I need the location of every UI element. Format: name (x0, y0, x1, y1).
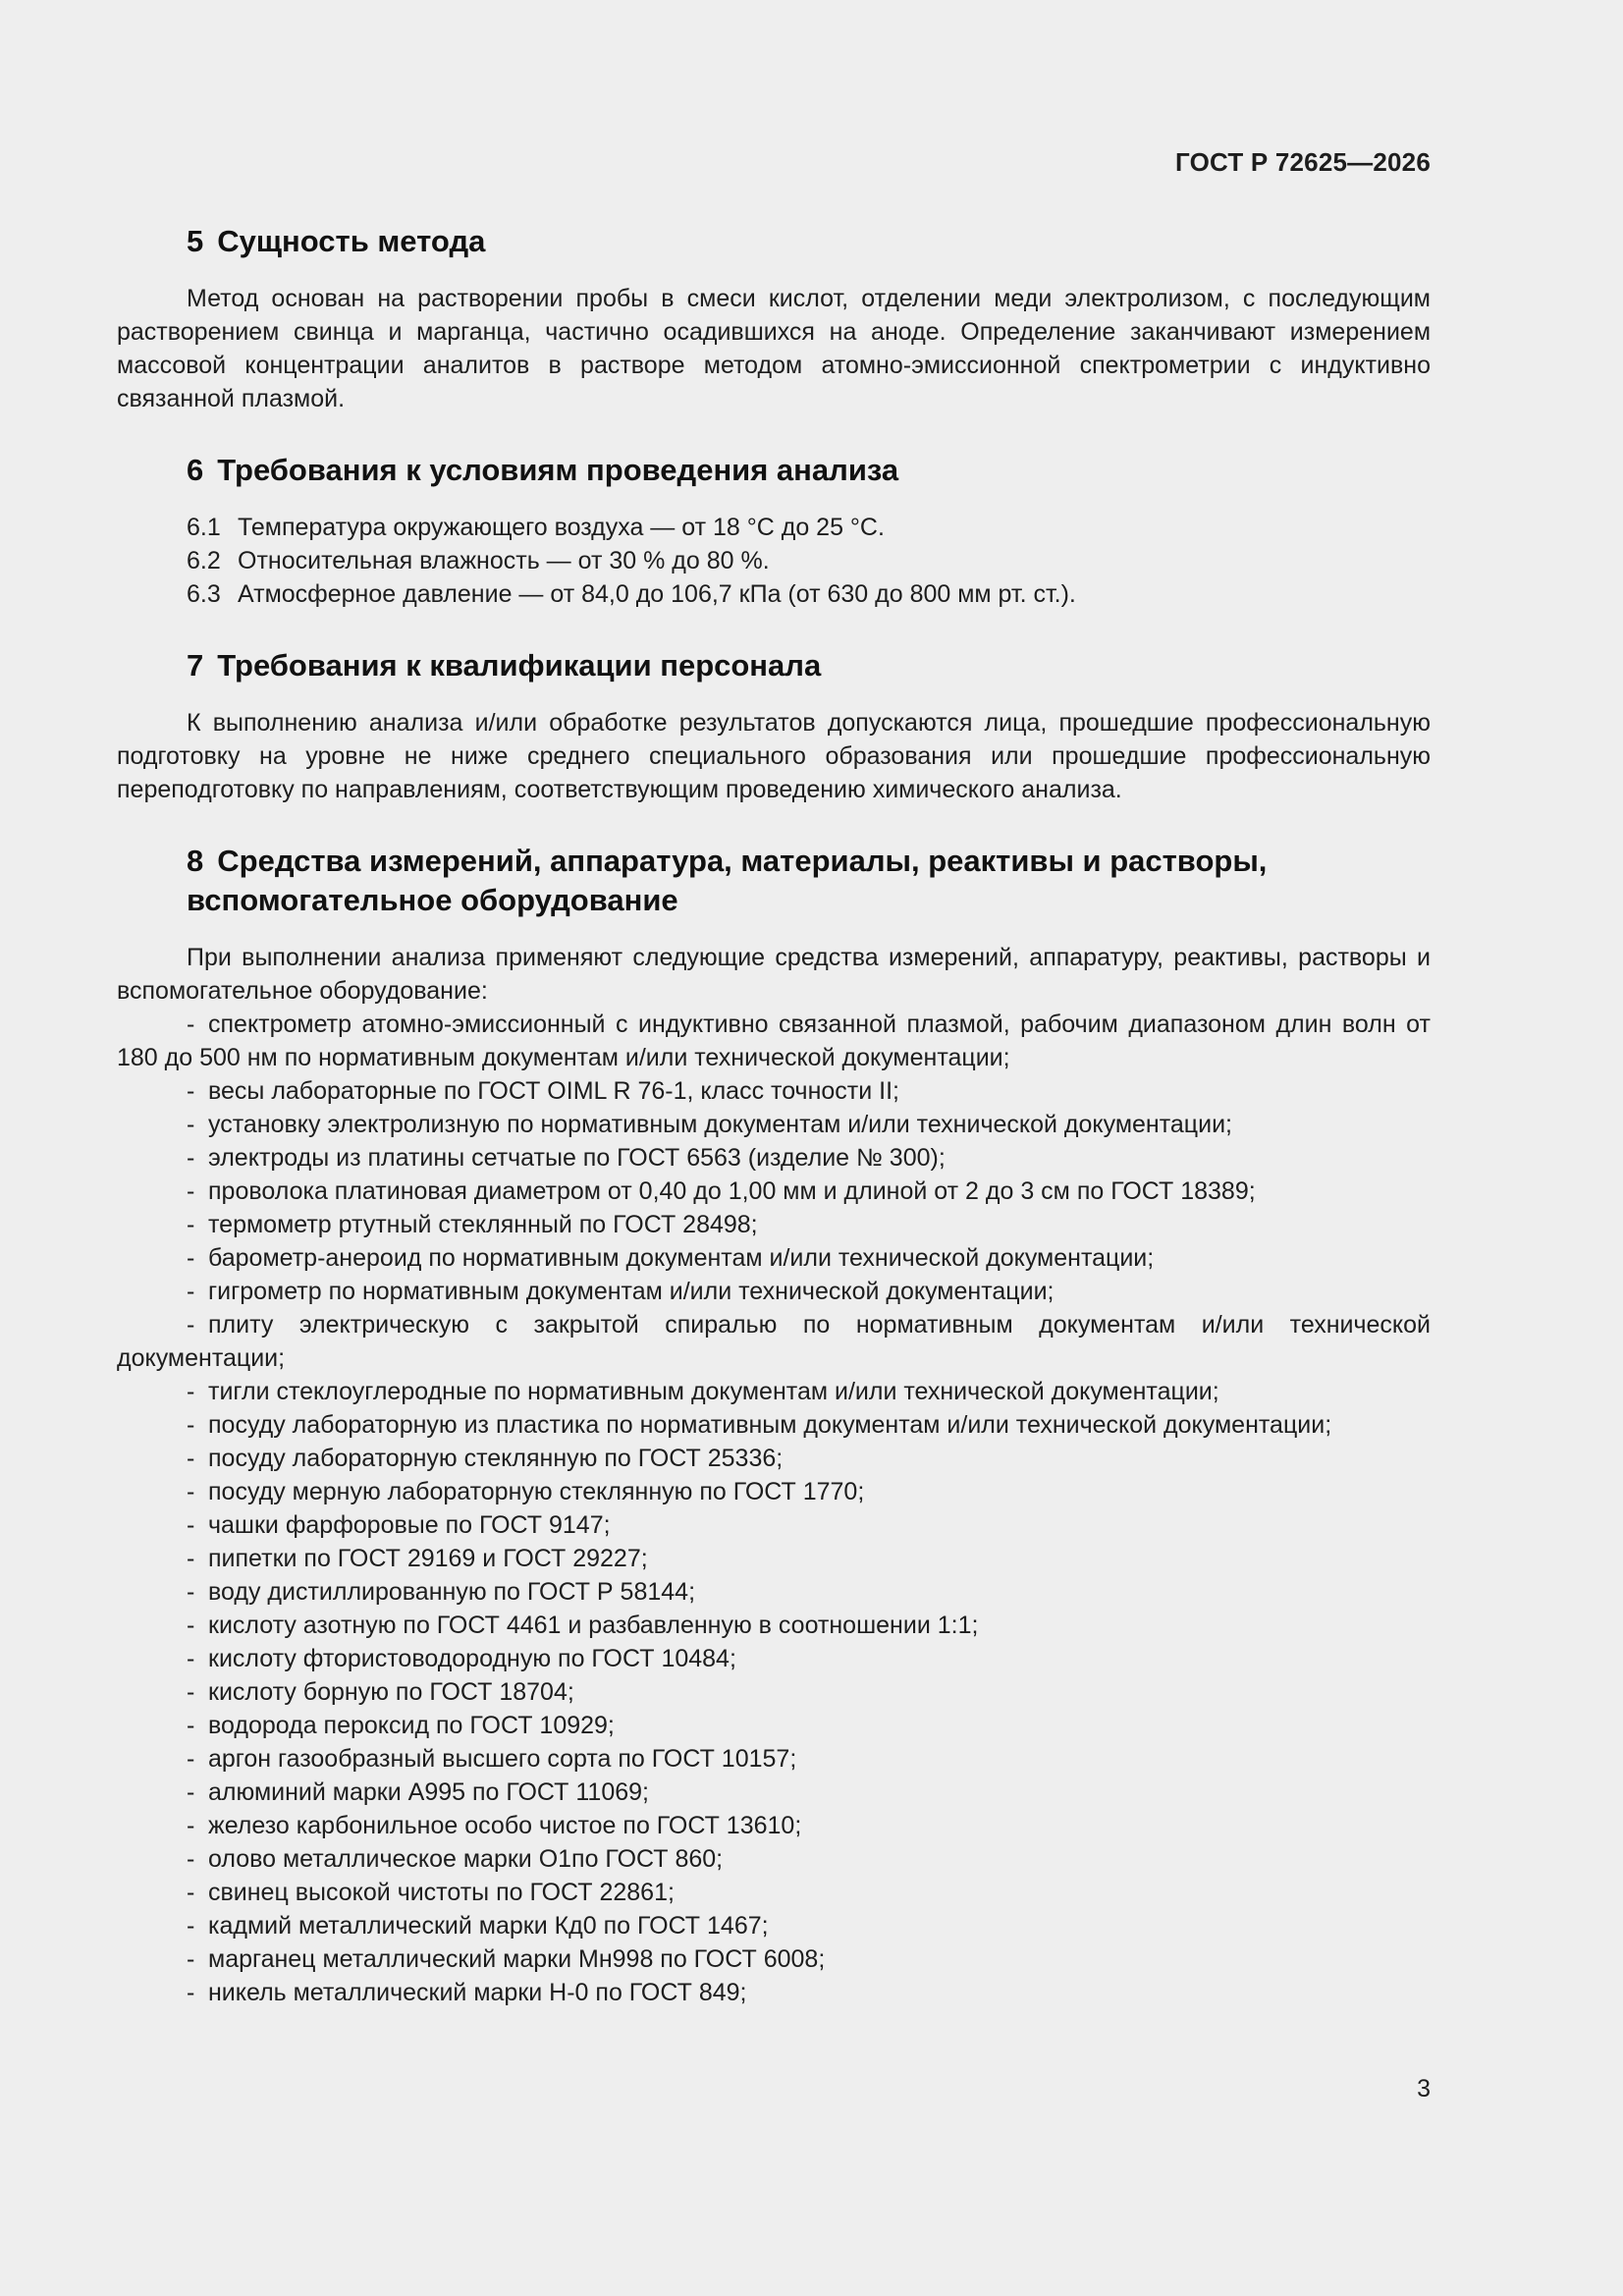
list-dash: - (187, 1745, 195, 1773)
section-number: 5 (187, 224, 204, 258)
list-dash: - (187, 1211, 195, 1238)
list-dash: - (187, 1612, 195, 1639)
list-item (117, 1141, 1431, 1175)
section-6-item (117, 544, 1431, 577)
list-item-text: кадмий металлический марки Кд0 по ГОСТ 1467; (208, 1912, 769, 1940)
list-item-text: электроды из платины сетчатые по ГОСТ 6563 (изделие № 300); (208, 1144, 946, 1172)
list-dash: - (187, 1011, 195, 1038)
list-item (117, 1776, 1431, 1809)
list-item (117, 1675, 1431, 1709)
section-number: 8 (187, 844, 204, 878)
list-dash: - (187, 1144, 195, 1172)
section-number: 6 (187, 453, 204, 487)
list-item-text: пипетки по ГОСТ 29169 и ГОСТ 29227; (208, 1545, 648, 1572)
list-item-text: кислоту фтористоводородную по ГОСТ 10484; (208, 1645, 736, 1672)
section-number: 7 (187, 648, 204, 683)
list-item-text: олово металлическое марки О1по ГОСТ 860; (208, 1845, 724, 1873)
section-6-item (117, 577, 1431, 611)
section-title-line-1: Средства измерений, аппаратура, материалы, реактивы и растворы, (217, 844, 1268, 878)
list-dash: - (187, 1311, 195, 1339)
list-item-text: железо карбонильное особо чистое по ГОСТ 13610; (208, 1812, 802, 1839)
list-item-text: воду дистиллированную по ГОСТ Р 58144; (208, 1578, 696, 1606)
list-item (117, 1876, 1431, 1909)
list-dash: - (187, 1411, 195, 1439)
section-title-line-2: вспомогательное оборудование (187, 883, 678, 917)
list-dash: - (187, 1511, 195, 1539)
section-title-text: Сущность метода (217, 224, 486, 258)
list-item-text: плиту электрическую с закрытой спиралью по нормативным документам и/или технической документации; (117, 1311, 1431, 1372)
list-item-text: кислоту азотную по ГОСТ 4461 и разбавленную в соотношении 1:1; (208, 1612, 979, 1639)
list-item (117, 1008, 1431, 1074)
section-title-text: Требования к условиям проведения анализа (217, 453, 899, 487)
list-item-text: спектрометр атомно-эмиссионный с индуктивно связанной плазмой, рабочим диапазоном длин волн от 180 до 500 нм по нормативным документам и/или технической документации; (117, 1011, 1431, 1071)
list-item (117, 1275, 1431, 1308)
list-item (117, 1241, 1431, 1275)
list-item-text: никель металлический марки Н-0 по ГОСТ 849; (208, 1979, 747, 2006)
list-dash: - (187, 1177, 195, 1205)
list-item (117, 1475, 1431, 1508)
list-item (117, 1642, 1431, 1675)
list-item (117, 1375, 1431, 1408)
list-item-text: посуду лабораторную стеклянную по ГОСТ 25336; (208, 1445, 784, 1472)
equipment-list (117, 1008, 1431, 2009)
list-item (117, 1609, 1431, 1642)
list-item-text: тигли стеклоуглеродные по нормативным документам и/или технической документации; (208, 1378, 1219, 1405)
section-7-title (117, 646, 1431, 685)
list-dash: - (187, 1845, 195, 1873)
list-dash: - (187, 1778, 195, 1806)
section-5-title (117, 222, 1431, 261)
list-dash: - (187, 1912, 195, 1940)
list-dash: - (187, 1244, 195, 1272)
list-item-text: гигрометр по нормативным документам и/или технической документации; (208, 1278, 1055, 1305)
section-7-paragraph: К выполнению анализа и/или обработке результатов допускаются лица, прошедшие профессиональную подготовку на уровне не ниже среднего специального образования или прошедшие профессиональную переподготовку по направлениям, соответствующим проведению химического анализа. (117, 709, 1431, 803)
list-item-text: барометр-анероид по нормативным документам и/или технической документации; (208, 1244, 1155, 1272)
section-8-intro: При выполнении анализа применяют следующие средства измерений, аппаратуру, реактивы, растворы и вспомогательное оборудование: (117, 944, 1431, 1005)
document-body (117, 222, 1431, 2009)
list-item (117, 1976, 1431, 2009)
item-number: 6.3 (187, 580, 221, 608)
list-item (117, 1108, 1431, 1141)
list-dash: - (187, 1979, 195, 2006)
list-item-text: водорода пероксид по ГОСТ 10929; (208, 1712, 615, 1739)
list-dash: - (187, 1378, 195, 1405)
section-6-title (117, 451, 1431, 490)
item-text: Температура окружающего воздуха — от 18 °С до 25 °С. (238, 514, 885, 541)
list-dash: - (187, 1645, 195, 1672)
item-number: 6.1 (187, 514, 221, 541)
list-item (117, 1909, 1431, 1942)
list-dash: - (187, 1478, 195, 1505)
list-item (117, 1508, 1431, 1542)
list-item (117, 1208, 1431, 1241)
item-text: Атмосферное давление — от 84,0 до 106,7 кПа (от 630 до 800 мм рт. ст.). (238, 580, 1076, 608)
list-item (117, 1842, 1431, 1876)
list-item (117, 1809, 1431, 1842)
list-item-text: посуду лабораторную из пластика по нормативным документам и/или технической документации; (208, 1411, 1332, 1439)
item-number: 6.2 (187, 547, 221, 574)
item-text: Относительная влажность — от 30 % до 80 %. (238, 547, 770, 574)
document-header: ГОСТ Р 72625—2026 (1175, 147, 1431, 177)
list-dash: - (187, 1879, 195, 1906)
list-dash: - (187, 1111, 195, 1138)
list-item (117, 1575, 1431, 1609)
section-8-title (117, 842, 1431, 920)
list-item-text: кислоту борную по ГОСТ 18704; (208, 1678, 574, 1706)
list-item-text: аргон газообразный высшего сорта по ГОСТ 10157; (208, 1745, 797, 1773)
section-6-item (117, 511, 1431, 544)
list-item (117, 1442, 1431, 1475)
list-item-text: посуду мерную лабораторную стеклянную по ГОСТ 1770; (208, 1478, 865, 1505)
page-number: 3 (1417, 2075, 1431, 2103)
list-item (117, 1308, 1431, 1375)
list-item-text: алюминий марки А995 по ГОСТ 11069; (208, 1778, 649, 1806)
list-item (117, 1742, 1431, 1776)
list-item-text: свинец высокой чистоты по ГОСТ 22861; (208, 1879, 675, 1906)
section-5-paragraph: Метод основан на растворении пробы в смеси кислот, отделении меди электролизом, с последующим растворением свинца и марганца, частично осадившихся на аноде. Определение заканчивают измерением массовой концентрации аналитов в растворе методом атомно-эмиссионной спектрометрии с индуктивно связанной плазмой. (117, 285, 1431, 412)
list-item-text: марганец металлический марки Мн998 по ГОСТ 6008; (208, 1945, 826, 1973)
list-item (117, 1074, 1431, 1108)
list-dash: - (187, 1445, 195, 1472)
list-item (117, 1942, 1431, 1976)
list-dash: - (187, 1945, 195, 1973)
list-dash: - (187, 1712, 195, 1739)
list-item-text: установку электролизную по нормативным документам и/или технической документации; (208, 1111, 1232, 1138)
list-item-text: весы лабораторные по ГОСТ OIML R 76-1, класс точности II; (208, 1077, 899, 1105)
section-title-text: Требования к квалификации персонала (217, 648, 822, 683)
list-item (117, 1408, 1431, 1442)
list-item-text: термометр ртутный стеклянный по ГОСТ 28498; (208, 1211, 758, 1238)
list-dash: - (187, 1812, 195, 1839)
list-dash: - (187, 1678, 195, 1706)
list-item (117, 1542, 1431, 1575)
list-item (117, 1175, 1431, 1208)
list-item-text: чашки фарфоровые по ГОСТ 9147; (208, 1511, 611, 1539)
list-dash: - (187, 1545, 195, 1572)
list-dash: - (187, 1578, 195, 1606)
list-dash: - (187, 1077, 195, 1105)
list-item (117, 1709, 1431, 1742)
list-dash: - (187, 1278, 195, 1305)
list-item-text: проволока платиновая диаметром от 0,40 до 1,00 мм и длиной от 2 до 3 см по ГОСТ 18389; (208, 1177, 1256, 1205)
